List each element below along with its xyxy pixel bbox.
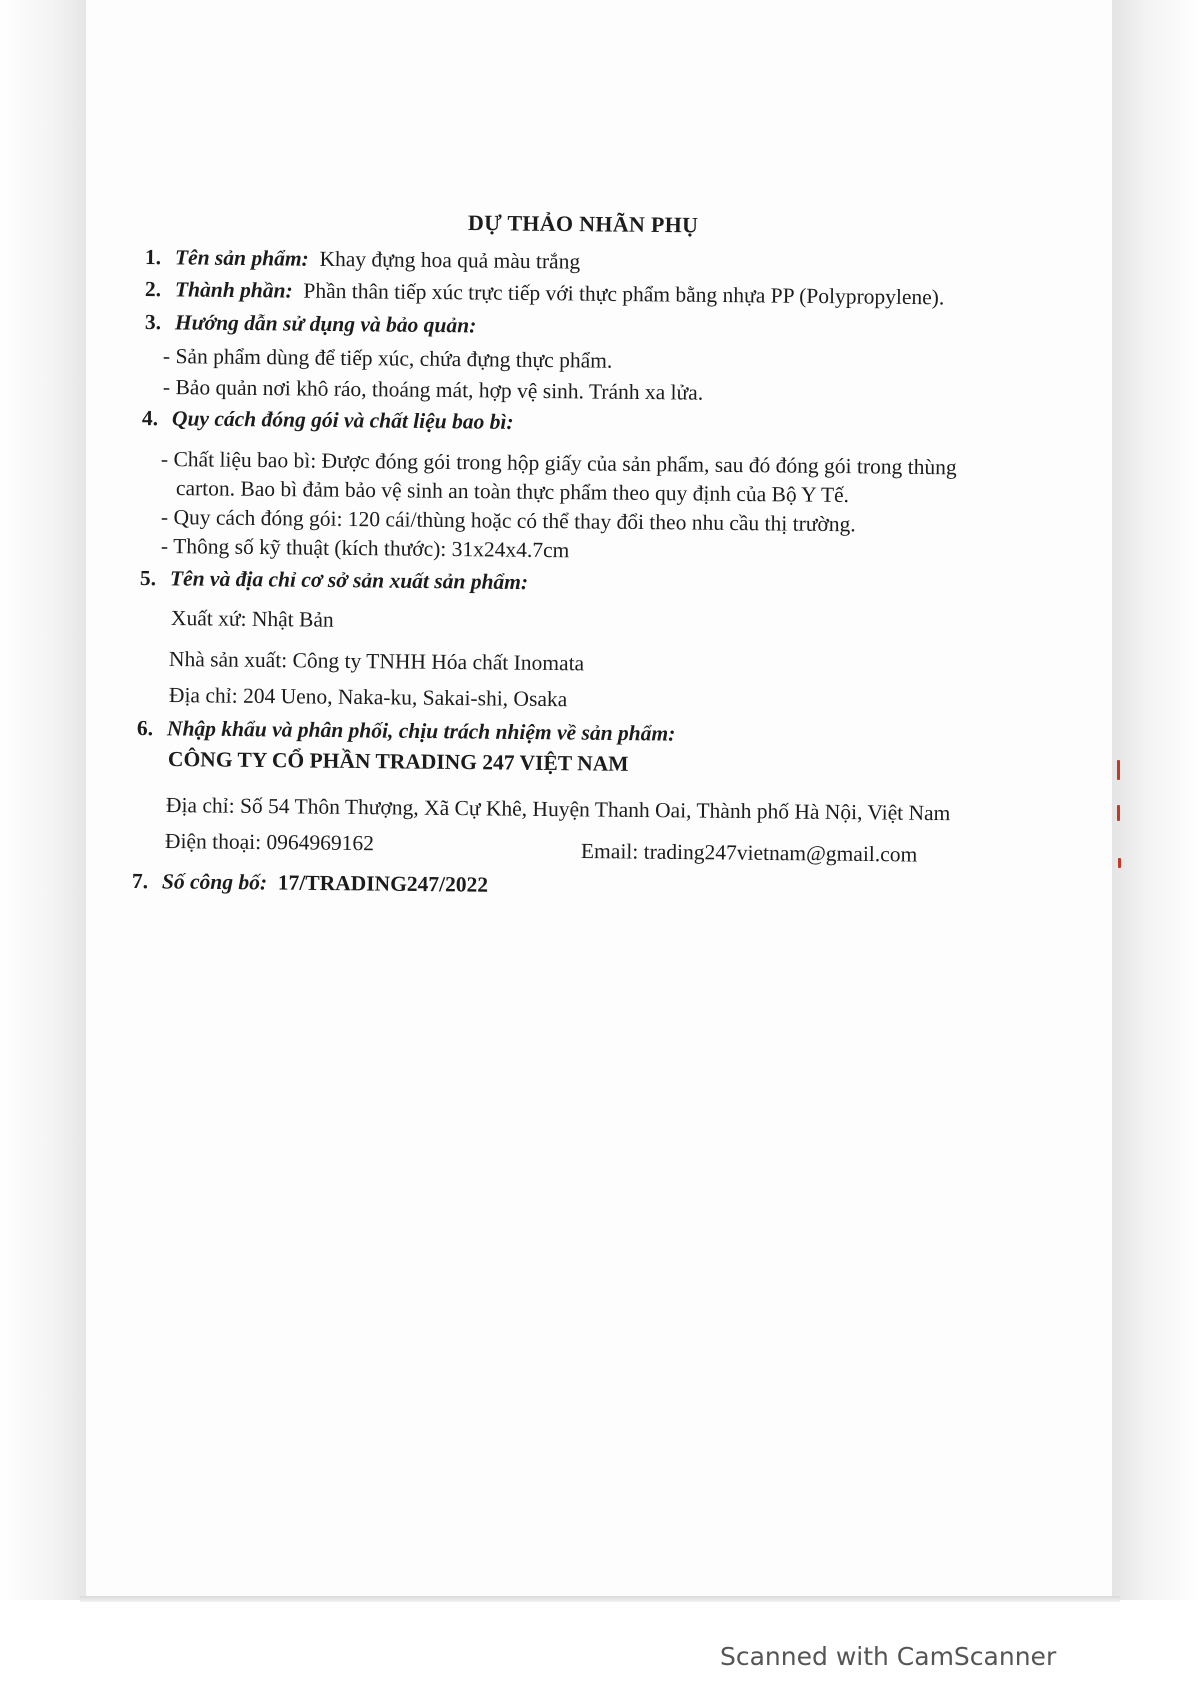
item-number: 7.: [131, 869, 149, 894]
manufacturer-line: Xuất xứ: Nhật Bản: [170, 606, 334, 632]
item-label: Số công bố:: [161, 869, 268, 895]
item-usage-heading: 3. Hướng dẫn sử dụng và bảo quản:: [144, 310, 477, 338]
item-value: 17/TRADING247/2022: [277, 870, 489, 897]
item-label: Tên và địa chỉ cơ sở sản xuất sản phẩm:: [169, 566, 529, 595]
item-packaging-heading: [142, 405, 514, 435]
importer-company-name: CÔNG TY CỔ PHẦN TRADING 247 VIỆT NAM: [167, 747, 629, 776]
usage-line: - Bảo quản nơi khô ráo, thoáng mát, hợp vệ sinh. Tránh xa lửa.: [162, 375, 704, 405]
item-number: 5.: [139, 566, 157, 591]
item-number: 3.: [144, 310, 162, 335]
item-value: Khay đựng hoa quả màu trắng: [319, 246, 581, 274]
item-label: Hướng dẫn sử dụng và bảo quản: [174, 310, 470, 338]
item-number: 6.: [136, 716, 154, 741]
item-ingredients: 2. Thành phần: Phần thân tiếp xúc trực tiếp với thực phẩm bằng nhựa PP (Polypropylene).: [144, 277, 945, 310]
manufacturer-line: Địa chỉ: 204 Ueno, Naka-ku, Sakai-shi, Osaka: [168, 683, 568, 712]
importer-address: Địa chỉ: Số 54 Thôn Thượng, Xã Cự Khê, Huyện Thanh Oai, Thành phố Hà Nội, Việt Nam: [165, 793, 951, 826]
item-label: Quy cách đóng gói và chất liệu bao bì:: [171, 406, 514, 434]
item-label: Tên sản phẩm: [174, 245, 302, 271]
packaging-line: - Quy cách đóng gói: 120 cái/thùng hoặc có thể thay đổi theo nhu cầu thị trường.: [160, 505, 856, 537]
item-manufacturer-heading: [140, 565, 528, 595]
packaging-line: - Chất liệu bao bì: Được đóng gói trong hộp giấy của sản phẩm, sau đó đóng gói trong thùng: [160, 447, 957, 480]
importer-email: Email: trading247vietnam@gmail.com: [580, 839, 918, 867]
importer-phone: Điện thoại: 0964969162: [164, 829, 375, 856]
item-declaration-number: [132, 868, 488, 898]
item-label: Nhập khẩu và phân phối, chịu trách nhiệm về sản phẩm:: [166, 716, 676, 746]
document-title: DỰ THẢO NHÃN PHỤ: [467, 210, 699, 238]
camscanner-watermark: Scanned with CamScanner: [720, 1642, 1057, 1671]
item-label: Thành phần: [174, 277, 286, 303]
packaging-line: carton. Bao bì đảm bảo vệ sinh an toàn thực phẩm theo quy định của Bộ Y Tế.: [175, 476, 850, 508]
manufacturer-line: Nhà sản xuất: Công ty TNHH Hóa chất Inomata: [168, 647, 585, 676]
item-number: 2.: [144, 277, 162, 302]
item-importer-heading: [137, 715, 676, 747]
item-value: Phần thân tiếp xúc trực tiếp với thực phẩm bằng nhựa PP (Polypropylene).: [303, 278, 945, 310]
usage-line: - Sản phẩm dùng để tiếp xúc, chứa đựng thực phẩm.: [162, 344, 613, 373]
item-product-name: 1. Tên sản phẩm: Khay đựng hoa quả màu trắng: [144, 245, 581, 274]
item-number: 4.: [141, 406, 159, 431]
item-number: 1.: [144, 245, 162, 270]
packaging-line: - Thông số kỹ thuật (kích thước): 31x24x4.7cm: [160, 534, 570, 563]
